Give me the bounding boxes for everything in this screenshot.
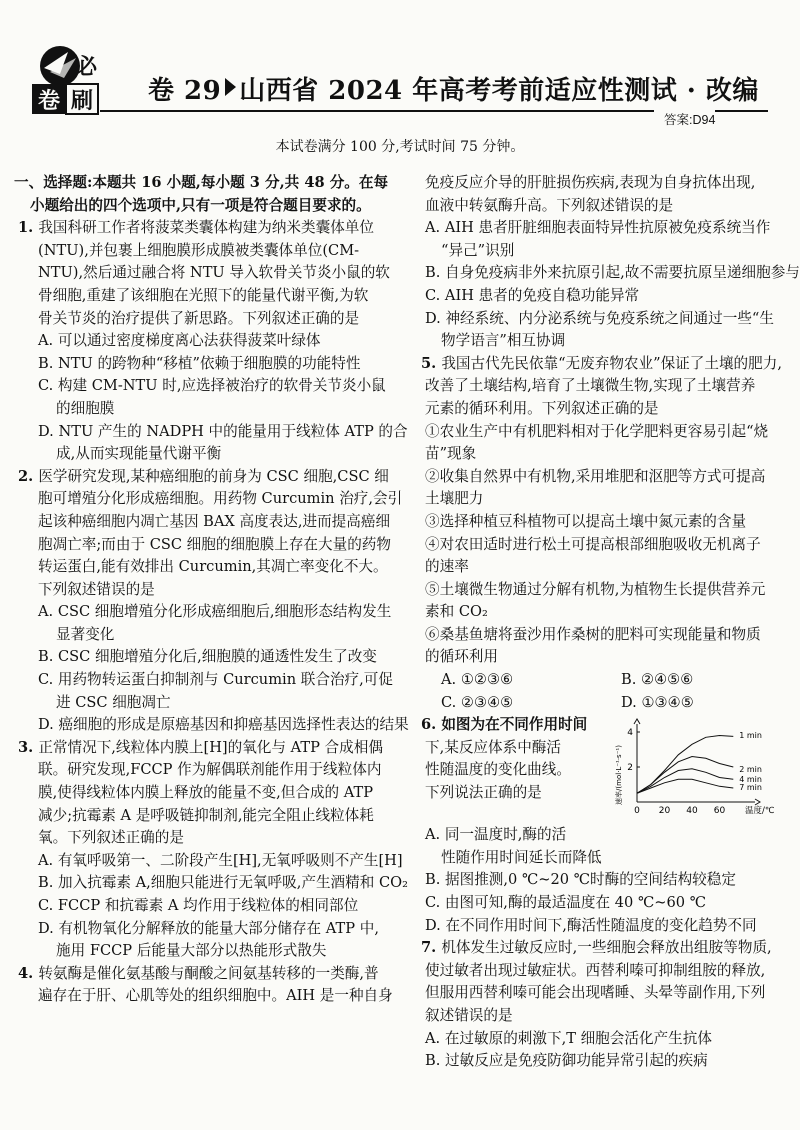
right-line: 苗”现象 <box>425 445 477 463</box>
series-label: 4 min <box>739 775 762 785</box>
left-line: 氧。下列叙述正确的是 <box>38 829 184 847</box>
series-line <box>637 769 733 794</box>
left-line: 联。研究发现,FCCP 作为解偶联剂能作用于线粒体内 <box>38 761 382 779</box>
q6-line: 6. 如图为在不同作用时间 <box>421 716 588 734</box>
q6-line: 下,某反应体系中酶活 <box>425 738 561 756</box>
question-text: 我国古代先民依靠“无废弃物农业”保证了土壤的肥力, <box>441 354 782 372</box>
left-line: B. NTU 的跨物种“移植”依赖于细胞膜的功能特性 <box>38 354 361 372</box>
right-line: ④对农田适时进行松土可提高根部细胞吸收无机离子 <box>425 535 761 553</box>
right-line: A. 同一温度时,酶的活 <box>425 826 567 844</box>
exam-info: 本试卷满分 100 分,考试时间 75 分钟。 <box>275 139 525 155</box>
right-line: ⑤土壤微生物通过分解有机物,为植物生长提供营养元 <box>425 580 766 598</box>
right-line: 改善了土壤结构,培育了土壤微生物,实现了土壤营养 <box>425 377 756 395</box>
left-line <box>18 217 410 240</box>
left-line: C. 用药物转运蛋白抑制剂与 Curcumin 联合治疗,可促 <box>38 671 393 689</box>
logo-char-3: 刷 <box>70 88 94 114</box>
left-line: C. 构建 CM-NTU 时,应选择被治疗的软骨关节炎小鼠 <box>38 377 386 395</box>
left-line: 遍存在于肝、心肌等处的组织细胞中。AIH 是一种自身 <box>38 987 393 1005</box>
right-line: D. 神经系统、内分泌系统与免疫系统之间通过一些“生 <box>425 309 774 327</box>
left-line: 一、选择题:本题共 16 小题,每小题 3 分,共 48 分。在每 <box>14 174 389 191</box>
right-line: ⑥桑基鱼塘将蚕沙用作桑树的肥料可实现能量和物质 <box>425 625 761 643</box>
x-axis-arrow-icon <box>755 799 760 805</box>
question-number: 7. <box>421 939 442 957</box>
left-line: 骨关节炎的治疗提供了新思路。下列叙述正确的是 <box>38 309 360 327</box>
right-bottom-block <box>421 824 785 1073</box>
right-line: D. 在不同作用时间下,酶活性随温度的变化趋势不同 <box>425 916 757 934</box>
x-tick-label: 20 <box>658 806 671 817</box>
left-line <box>18 466 410 489</box>
question-number: 1. <box>18 219 39 237</box>
left-line: 骨细胞,重建了该细胞在光照下的能量代谢平衡,为软 <box>38 286 369 304</box>
left-line: D. 有机物氧化分解释放的能量大部分储存在 ATP 中, <box>38 919 379 937</box>
left-line: 胞可增殖分化形成癌细胞。用药物 Curcumin 治疗,会引 <box>38 490 403 508</box>
left-line: 的细胞膜 <box>56 399 115 417</box>
right-line: 的速率 <box>425 558 469 576</box>
x-tick-label: 40 <box>686 806 698 817</box>
left-line: 胞凋亡率;而由于 CSC 细胞的细胞膜上存在大量的药物 <box>38 535 391 553</box>
left-column <box>14 172 410 1008</box>
enzyme-activity-chart <box>615 714 785 824</box>
logo-char-2: 卷 <box>37 88 61 114</box>
right-line: 性随作用时间延长而降低 <box>441 848 602 866</box>
right-top-block <box>421 172 800 669</box>
left-line: 成,从而实现能量代谢平衡 <box>56 445 222 463</box>
right-line: 叙述错误的是 <box>425 1007 513 1024</box>
right-line: B. 过敏反应是免疫防御功能异常引起的疾病 <box>425 1052 708 1070</box>
right-line: C. 由图可知,酶的最适温度在 40 ℃~60 ℃ <box>425 894 707 912</box>
right-column <box>421 172 800 1073</box>
left-line: 小题给出的四个选项中,只有一项是符合题目要求的。 <box>30 196 371 214</box>
q5-option-b: B. ②④⑤⑥ <box>621 671 694 689</box>
right-line: A. AIH 患者肝脏细胞表面特异性抗原被免疫系统当作 <box>425 219 771 237</box>
left-line: C. FCCP 和抗霉素 A 均作用于线粒体的相同部位 <box>38 897 359 914</box>
left-line <box>18 963 410 986</box>
right-line: 元素的循环利用。下列叙述正确的是 <box>425 399 659 417</box>
q5-options-row-2 <box>425 692 785 715</box>
q6-line: 下列说法正确的是 <box>425 784 542 802</box>
question-text: 我国科研工作者将菠菜类囊体构建为纳米类囊体单位 <box>38 219 374 237</box>
question-text: 转氨酶是催化氨基酸与酮酸之间氨基转移的一类酶,普 <box>38 964 379 982</box>
answer-code: 答案:D94 <box>654 110 715 130</box>
right-line: 但服用西替利嗪可能会出现嗜睡、头晕等副作用,下列 <box>425 984 766 1002</box>
left-line: B. CSC 细胞增殖分化后,细胞膜的通透性发生了改变 <box>38 648 377 666</box>
y-axis-label: 速率/(mol·L⁻¹·s⁻¹) <box>615 745 623 806</box>
left-line: 转运蛋白,能有效排出 Curcumin,其凋亡率变化不大。 <box>38 558 388 576</box>
left-line: A. 可以通过密度梯度离心法获得菠菜叶绿体 <box>38 332 321 350</box>
left-line: 下列叙述错误的是 <box>38 580 155 598</box>
x-tick-label: 0 <box>634 806 640 817</box>
right-line: 素和 CO₂ <box>425 603 488 621</box>
series-label: 7 min <box>739 783 762 793</box>
question-number: 4. <box>18 964 39 982</box>
title-main: 山西省 2024 年高考考前适应性测试 · 改编 <box>239 76 759 106</box>
right-line: 免疫反应介导的肝脏损伤疾病,表现为自身抗体出现, <box>425 174 756 191</box>
right-line: ③选择种植豆科植物可以提高土壤中氮元素的含量 <box>425 512 747 530</box>
right-line: 血液中转氨酶升高。下列叙述错误的是 <box>425 196 674 214</box>
left-line: 膜,使得线粒体内膜上释放的能量不变,但合成的 ATP <box>38 784 374 802</box>
series-label: 2 min <box>739 765 762 775</box>
right-line: 的循环利用 <box>425 648 498 666</box>
y-tick-label: 2 <box>627 763 633 774</box>
y-tick-label: 4 <box>627 728 633 739</box>
q5-option-d: D. ①③④⑤ <box>621 693 694 711</box>
left-line <box>18 737 410 760</box>
question-number: 3. <box>18 738 39 756</box>
left-line: D. 癌细胞的形成是原癌基因和抑癌基因选择性表达的结果 <box>38 716 409 734</box>
left-line: 减少;抗霉素 A 是呼吸链抑制剂,能完全阻止线粒体耗 <box>38 806 374 824</box>
q6-line: 性随温度的变化曲线。 <box>425 761 571 779</box>
q6-stem <box>421 714 615 824</box>
title-prefix: 卷 29 <box>148 76 222 106</box>
right-line: A. 在过敏原的刺激下,T 细胞会活化产生抗体 <box>425 1029 712 1047</box>
left-line: A. CSC 细胞增殖分化形成癌细胞后,细胞形态结构发生 <box>38 603 392 621</box>
page-title <box>148 70 759 107</box>
series-line <box>637 736 733 794</box>
left-line: B. 加入抗霉素 A,细胞只能进行无氧呼吸,产生酒精和 CO₂ <box>38 874 408 892</box>
left-line: (NTU),并包裹上细胞膜形成膜被类囊体单位(CM- <box>38 241 360 259</box>
right-line: 使过敏者出现过敏症状。西替利嗪可抑制组胺的释放, <box>425 961 766 979</box>
right-line <box>421 353 785 376</box>
q5-option-c: C. ②③④⑤ <box>441 693 514 711</box>
left-line: A. 有氧呼吸第一、二阶段产生[H],无氧呼吸则不产生[H] <box>38 851 403 869</box>
question-text: 正常情况下,线粒体内膜上[H]的氧化与 ATP 合成相偶 <box>38 738 383 756</box>
right-line: ①农业生产中有机肥料相对于化学肥料更容易引起“烧 <box>425 422 769 440</box>
q5-options-row-1 <box>425 669 785 692</box>
right-line: ②收集自然界中有机物,采用堆肥和沤肥等方式可提高 <box>425 467 766 485</box>
q5-option-a: A. ①②③⑥ <box>441 671 514 689</box>
series-label: 1 min <box>739 731 762 741</box>
x-axis-label: 温度/℃ <box>745 806 775 817</box>
right-line: 土壤肥力 <box>425 490 484 508</box>
right-line: B. 据图推测,0 ℃~20 ℃时酶的空间结构较稳定 <box>425 871 736 889</box>
left-line: D. NTU 产生的 NADPH 中的能量用于线粒体 ATP 的合 <box>38 422 408 440</box>
question-text: 医学研究发现,某种癌细胞的前身为 CSC 细胞,CSC 细 <box>38 467 389 485</box>
logo-char-1: 必 <box>74 54 98 80</box>
right-line <box>421 937 785 960</box>
x-tick-label: 60 <box>713 806 726 817</box>
question-text: 机体发生过敏反应时,一些细胞会释放出组胺等物质, <box>441 939 772 957</box>
left-line: 显著变化 <box>56 625 115 643</box>
q6-block <box>421 714 785 824</box>
left-line: NTU),然后通过融合将 NTU 导入软骨关节炎小鼠的软 <box>38 264 390 282</box>
right-line: C. AIH 患者的免疫自稳功能异常 <box>425 286 640 304</box>
right-line: B. 自身免疫病非外来抗原引起,故不需要抗原呈递细胞参与 <box>425 264 800 282</box>
right-line: “异己”识别 <box>441 241 515 259</box>
left-line: 施用 FCCP 后能量大部分以热能形式散失 <box>56 942 327 960</box>
question-number: 5. <box>421 354 442 372</box>
play-triangle-icon <box>225 78 236 96</box>
brand-logo <box>30 44 100 116</box>
left-line: 进 CSC 细胞凋亡 <box>56 693 171 711</box>
left-line: 起该种癌细胞内凋亡基因 BAX 高度表达,进而提高癌细 <box>38 512 391 530</box>
right-line: 物学语言”相互协调 <box>441 332 566 350</box>
question-number: 2. <box>18 467 39 485</box>
y-axis-arrow-icon <box>634 719 640 724</box>
